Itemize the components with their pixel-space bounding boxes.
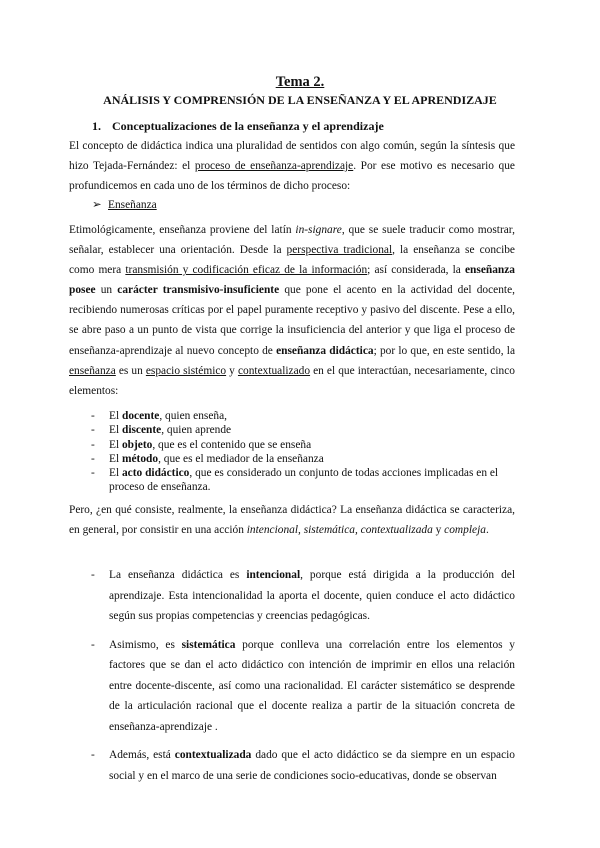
text-run: Pero, ¿en qué consiste, realmente, la enseñanza didáctica? La enseñanza didáctica se caracteriza, en general, por consistir en una acción [69,504,515,537]
ensenanza-paragraph [69,220,515,401]
text-run: , que se suele traducir como mostrar, señalar, establecer una orientación. Desde la [69,224,515,257]
subsection-bullet [92,197,157,211]
text-run: es un [115,364,146,377]
arrow-bullet-icon: ➢ [92,199,102,211]
list-item: - Además, está contextualizada dado que el acto didáctico se da siempre en un espacio social y en el marco de una serie de condiciones socio-educativas, donde se observan [91,745,515,786]
section-heading [92,119,384,134]
section-number: 1. [92,119,101,133]
text-run: y [432,524,445,537]
text-run: . Por ese motivo es necesario que profundicemos en cada uno de los términos de dicho proceso: [69,160,515,193]
list-item: - El acto didáctico, que es considerado un conjunto de todas acciones implicadas en el proceso de enseñanza. [91,466,515,495]
text-run: y [226,364,238,377]
list-item: - El discente, quien aprende [91,423,515,437]
list-item: - El docente, quien enseña, [91,409,515,423]
italic-term: intencional, sistemática, contextualizada [246,524,433,537]
subsection-label: Enseñanza [108,199,157,211]
bold-term: enseñanza posee [69,264,515,297]
text-run: ; por lo que, en este sentido, la [373,344,515,357]
italic-term: in-signare [295,224,342,236]
underlined-term: transmisión y codificación eficaz de la información [125,264,368,277]
bold-term: carácter transmisivo-insuficiente [117,284,280,297]
intro-paragraph [69,136,515,196]
text-run: El concepto de didáctica indica una pluralidad de sentidos con algo común, según la síntesis que hizo Tejada-Fernández: el [69,140,515,173]
italic-term: compleja [444,524,486,537]
underlined-term: perspectiva tradicional [286,244,393,257]
bold-term: enseñanza didáctica [276,344,374,357]
text-run: ; así considerada, la [367,264,465,277]
text-run: que pone el acento en la actividad del docente, recibiendo numerosas críticas por el papel puramente receptivo y pasivo del discente. Pese a ello, se abre paso a un punto de vista que corrige la insuficiencia del anterior y que liga el proceso de enseñanza-aprendizaje al nuevo concepto de [69,284,516,357]
section-label: Conceptualizaciones de la enseñanza y el aprendizaje [112,119,384,133]
text-run: . [485,524,489,537]
underlined-term: contextualizado [237,364,311,377]
elements-list [91,409,515,495]
list-item: - La enseñanza didáctica es intencional, porque está dirigida a la producción del aprendizaje. Esta intencionalidad la aporta el docente, quien conduce el acto didáctico según sus propias competencias y creencias pedagógicas. [91,565,515,627]
question-paragraph [69,500,515,540]
characteristics-list [91,565,515,794]
text-run: un [95,284,118,297]
page-subtitle: ANÁLISIS Y COMPRENSIÓN DE LA ENSEÑANZA Y EL APRENDIZAJE [103,93,497,107]
underlined-term: espacio sistémico [145,364,227,377]
page-title: Tema 2. [275,74,325,90]
list-item: - Asimismo, es sistemática porque conlleva una correlación entre los elementos y factores que se dan el acto didáctico con intención de imprimir en ellos una relación entre docente-discente, así como una racionalidad. El carácter sistemático se desprende de la articulación racional que el docente realiza a partir de la situación concreta de enseñanza-aprendizaje . [91,635,515,738]
list-item: - El objeto, que es el contenido que se enseña [91,438,515,452]
underlined-term: enseñanza [69,364,116,377]
underlined-term: proceso de enseñanza-aprendizaje [194,160,354,173]
list-item: - El método, que es el mediador de la enseñanza [91,452,515,466]
text-run: , la enseñanza se concibe como mera [69,244,515,277]
text-run: en el que interactúan, necesariamente, cinco elementos: [69,364,515,397]
text-run: Etimológicamente, enseñanza proviene del latín [69,224,296,236]
